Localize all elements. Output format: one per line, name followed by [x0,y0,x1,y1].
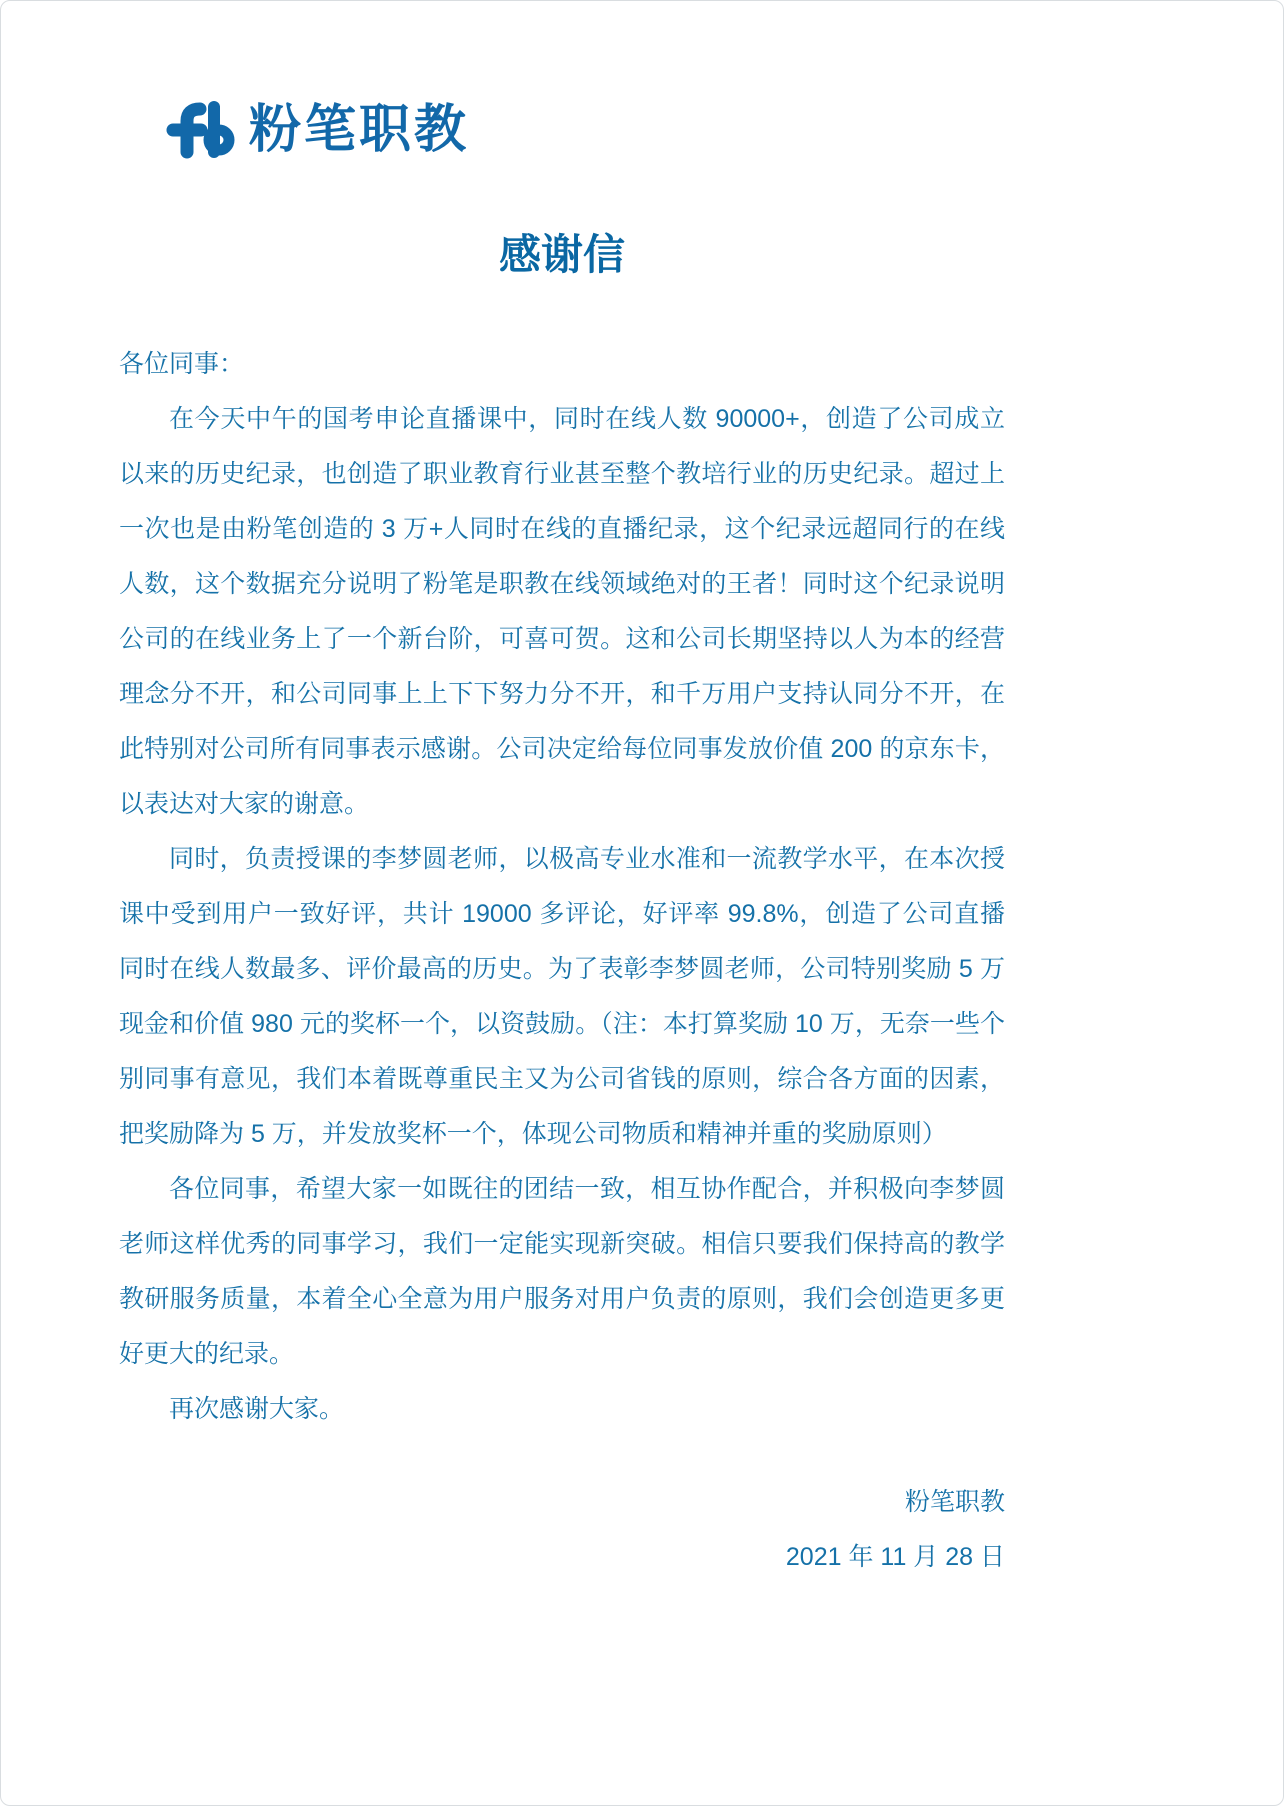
fenbi-logo-icon [163,101,237,159]
fenbi-logo-text: 粉笔职教 [249,101,470,159]
letter-title: 感谢信 [498,231,625,278]
letter-content [119,231,1005,1585]
letter-salutation: 各位同事： [119,350,245,378]
letter-paragraph-4: 再次感谢大家。 [169,1395,345,1423]
letter-date: 2021 年 11 月 28 日 [785,1543,1005,1571]
letter-paragraph-3: 各位同事，希望大家一如既往的团结一致，相互协作配合，并积极向李梦圆老师这样优秀的同事学习，我们一定能实现新突破。相信只要我们保持高的教学教研服务质量，本着全心全意为用户服务对用户负责的原则，我们会创造更多更好更大的纪录。 [119,1175,1005,1368]
letter-signature: 粉笔职教 [904,1488,1005,1516]
signature-block [119,1475,1005,1585]
fenbi-logo [163,101,469,159]
letter-paragraph-1: 在今天中午的国考申论直播课中，同时在线人数 90000+，创造了公司成立以来的历史纪录，也创造了职业教育行业甚至整个教培行业的历史纪录。超过上一次也是由粉笔创造的 3 万+人同时在线的直播纪录，这个纪录远超同行的在线人数，这个数据充分说明了粉笔是职教在线领域绝对的王者！同时这个纪录说明公司的在线业务上了一个新台阶，可喜可贺。这和公司长期坚持以人为本的经营理念分不开，和公司同事上上下下努力分不开，和千万用户支持认同分不开，在此特别对公司所有同事表示感谢。公司决定给每位同事发放价值 200 的京东卡，以表达对大家的谢意。 [119,405,1005,818]
letter-paragraph-2: 同时，负责授课的李梦圆老师，以极高专业水准和一流教学水平，在本次授课中受到用户一致好评，共计 19000 多评论，好评率 99.8%，创造了公司直播同时在线人数最多、评价最高的历史。为了表彰李梦圆老师，公司特别奖励 5 万现金和价值 980 元的奖杯一个，以资鼓励。（注：本打算奖励 10 万，无奈一些个别同事有意见，我们本着既尊重民主又为公司省钱的原则，综合各方面的因素，把奖励降为 5 万，并发放奖杯一个，体现公司物质和精神并重的奖励原则） [119,845,1005,1148]
